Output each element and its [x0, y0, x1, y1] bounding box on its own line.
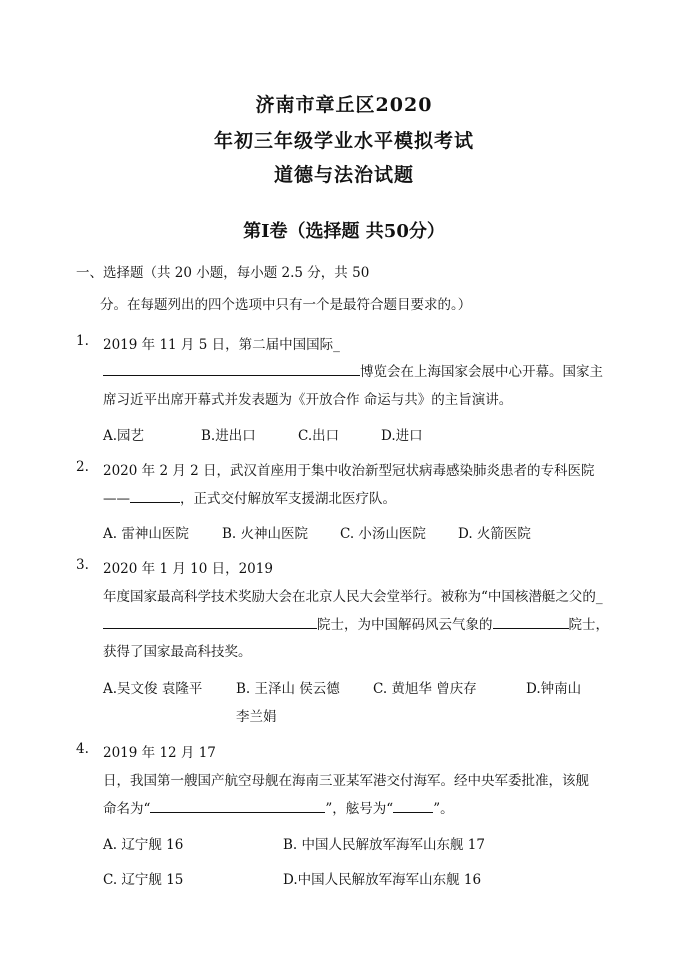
- question-number: 3.: [76, 557, 89, 573]
- option-d: D.进口: [381, 428, 423, 444]
- question-text: 博览会在上海国家会展中心开幕。国家主: [103, 360, 603, 380]
- option-b: B. 火神山医院: [222, 526, 309, 542]
- question-text: —— ，正式交付解放军支援湖北医疗队。: [103, 491, 396, 507]
- instructions-line2: 分。在每题列出的四个选项中只有一个是最符合题目要求的。）: [100, 297, 472, 313]
- option-c: C.出口: [298, 428, 340, 444]
- question-text: 获得了国家最高科技奖。: [103, 644, 252, 660]
- exam-title-line1: 济南市章丘区2020: [255, 94, 433, 116]
- option-b: B. 王泽山 侯云德: [236, 681, 340, 697]
- option-c: C. 辽宁舰 15: [103, 872, 184, 888]
- option-c: C. 黄旭华 曾庆存: [373, 681, 477, 697]
- question-number: 1.: [76, 333, 89, 349]
- question-text: 2020 年 1 月 10 日，2019: [103, 561, 273, 577]
- answer-blank: [103, 362, 360, 376]
- answer-blank: [130, 489, 180, 503]
- exam-title-line2: 年初三年级学业水平模拟考试: [213, 130, 474, 152]
- question-text: 年度国家最高科学技术奖励大会在北京人民大会堂举行。被称为“中国核潜艇之父的_: [103, 589, 603, 605]
- option-c: C. 小汤山医院: [340, 526, 426, 542]
- option-b: B.进出口: [201, 428, 256, 444]
- question-text: 日，我国第一艘国产航空母舰在海南三亚某军港交付海军。经中央军委批准，该舰: [103, 773, 589, 789]
- question-text: 院士，为中国解码风云气象的 院士，: [103, 613, 609, 633]
- section-title: 第Ⅰ卷（选择题 共50分）: [243, 221, 445, 242]
- option-a: A.吴文俊 袁隆平: [103, 681, 203, 697]
- instructions-line1: 一、选择题（共 20 小题，每小题 2.5 分，共 50: [76, 265, 370, 281]
- option-d: D.钟南山: [526, 681, 582, 697]
- question-text: 席习近平出席开幕式并发表题为《开放合作 命运与共》的主旨演讲。: [103, 392, 513, 408]
- question-text: 命名为“ ”，舷号为“ ”。: [103, 801, 454, 817]
- question-text: 2019 年 12 月 17: [103, 745, 216, 761]
- answer-blank: [103, 615, 317, 629]
- answer-blank: [393, 799, 433, 813]
- answer-blank: [493, 615, 569, 629]
- option-d: D.中国人民解放军海军山东舰 16: [283, 872, 482, 888]
- exam-title-line3: 道德与法治试题: [273, 164, 414, 186]
- answer-blank: [150, 799, 325, 813]
- question-number: 4.: [76, 741, 89, 757]
- question-number: 2.: [76, 459, 89, 475]
- option-d: D. 火箭医院: [458, 526, 531, 542]
- option-a: A.园艺: [103, 428, 145, 444]
- option-b: B. 中国人民解放军海军山东舰 17: [283, 837, 485, 853]
- option-a: A. 雷神山医院: [103, 526, 189, 542]
- option-b-continued: 李兰娟: [236, 709, 277, 725]
- question-text: 2020 年 2 月 2 日，武汉首座用于集中收治新型冠状病毒感染肺炎患者的专科医院: [103, 463, 595, 479]
- question-text: 2019 年 11 月 5 日，第二届中国国际_: [103, 337, 340, 353]
- option-a: A. 辽宁舰 16: [103, 837, 184, 853]
